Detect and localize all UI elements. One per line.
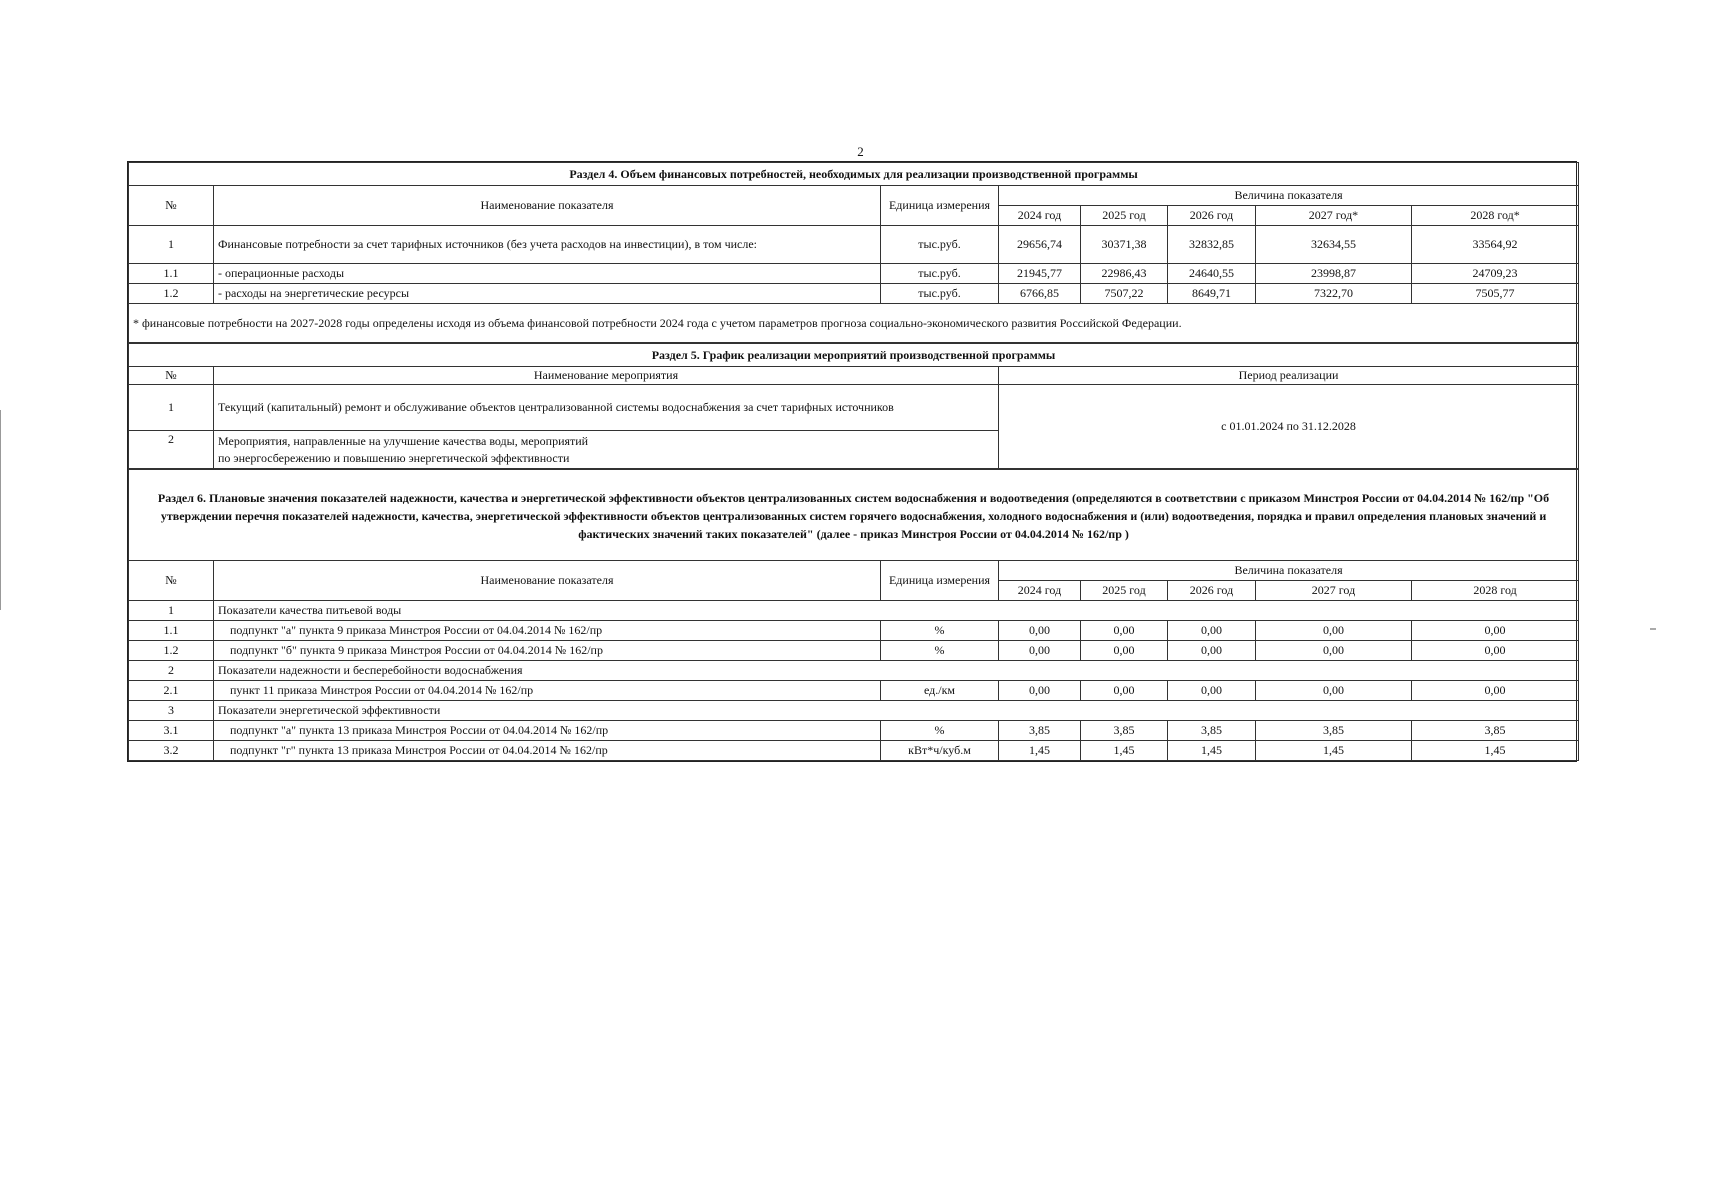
row-value: 30371,38 [1081,226,1168,264]
row-no: 1.2 [129,284,214,304]
group-no: 1 [129,601,214,621]
row-value: 8649,71 [1168,284,1256,304]
row-no: 1.1 [129,621,214,641]
row-value: 7507,22 [1081,284,1168,304]
row-no: 3.2 [129,741,214,761]
s6-year-2028: 2028 год [1412,581,1579,601]
row-unit: тыс.руб. [881,226,999,264]
row-no: 1 [129,385,214,431]
row-value: 24709,23 [1412,264,1579,284]
s4-col-name: Наименование показателя [214,186,881,226]
row-unit: тыс.руб. [881,284,999,304]
row-value: 0,00 [1412,641,1579,661]
page-number: 2 [857,144,864,159]
row-no: 1.2 [129,641,214,661]
row-name: Текущий (капитальный) ремонт и обслуживание объектов централизованной системы водоснабжения за счет тарифных источников [214,385,999,431]
s4-year-2026: 2026 год [1168,206,1256,226]
table-row [129,226,1579,264]
section4-title: Раздел 4. Объем финансовых потребностей, необходимых для реализации производственной программы [129,163,1579,186]
group-row [129,601,1579,621]
row-no: 2 [129,431,214,469]
row-value: 1,45 [1081,741,1168,761]
row-value: 3,85 [1412,721,1579,741]
group-name: Показатели надежности и бесперебойности водоснабжения [214,661,1579,681]
table-row [129,641,1579,661]
row-value: 0,00 [1256,681,1412,701]
row-value: 1,45 [1168,741,1256,761]
s6-year-2026: 2026 год [1168,581,1256,601]
group-no: 3 [129,701,214,721]
row-value: 0,00 [1081,621,1168,641]
row-value: 24640,55 [1168,264,1256,284]
row-value: 0,00 [999,641,1081,661]
row-name: Финансовые потребности за счет тарифных источников (без учета расходов на инвестиции), в том числе: [214,226,881,264]
row-value: 7322,70 [1256,284,1412,304]
row-name: подпункт "г" пункта 13 приказа Минстроя России от 04.04.2014 № 162/пр [214,741,881,761]
row-value: 0,00 [999,621,1081,641]
s6-year-2024: 2024 год [999,581,1081,601]
row-name: подпункт "а" пункта 9 приказа Минстроя России от 04.04.2014 № 162/пр [214,621,881,641]
section6-table [128,469,1579,761]
period-cell: с 01.01.2024 по 31.12.2028 [999,385,1579,469]
row-value: 0,00 [1081,641,1168,661]
s5-col-no: № [129,367,214,385]
row-value: 0,00 [1168,621,1256,641]
row-value: 3,85 [1256,721,1412,741]
row-value: 0,00 [999,681,1081,701]
row-unit: % [881,641,999,661]
s6-col-value: Величина показателя [999,561,1579,581]
row-no: 3.1 [129,721,214,741]
section4-footnote: * финансовые потребности на 2027-2028 годы определены исходя из объема финансовой потребности 2024 года с учетом параметров прогноза социально-экономического развития Российской Федерации. [129,304,1579,343]
s5-col-name: Наименование мероприятия [214,367,999,385]
row-unit: тыс.руб. [881,264,999,284]
row-name: - расходы на энергетические ресурсы [214,284,881,304]
section5-table [128,343,1579,469]
s4-year-2028: 2028 год* [1412,206,1579,226]
s4-year-2025: 2025 год [1081,206,1168,226]
row-value: 0,00 [1168,681,1256,701]
section5-title: Раздел 5. График реализации мероприятий производственной программы [129,344,1579,367]
group-no: 2 [129,661,214,681]
s4-col-no: № [129,186,214,226]
s4-year-2027: 2027 год* [1256,206,1412,226]
row-value: 22986,43 [1081,264,1168,284]
row-value: 6766,85 [999,284,1081,304]
row-name [214,431,999,469]
row-value: 0,00 [1168,641,1256,661]
row-value: 1,45 [999,741,1081,761]
s6-year-2025: 2025 год [1081,581,1168,601]
scan-edge-mark [0,410,3,610]
table-row [129,284,1579,304]
s6-col-no: № [129,561,214,601]
row-name-line2: по энергосбережению и повышению энергетической эффективности [218,450,570,465]
row-value: 0,00 [1256,621,1412,641]
row-unit: кВт*ч/куб.м [881,741,999,761]
row-name: - операционные расходы [214,264,881,284]
row-name-line1: Мероприятия, направленные на улучшение качества воды, мероприятий [218,433,589,448]
table-row [129,681,1579,701]
group-row [129,661,1579,681]
table-row [129,721,1579,741]
row-value: 0,00 [1256,641,1412,661]
table-row [129,621,1579,641]
table-row [129,741,1579,761]
row-value: 21945,77 [999,264,1081,284]
section6-title: Раздел 6. Плановые значения показателей надежности, качества и энергетической эффективности объектов централизованных систем водоснабжения и водоотведения (определяются в соответствии с приказом Минстроя России от 04.04.2014 № 162/пр "Об утверждении перечня показателей надежности, качества, энергетической эффективности объектов централизованных систем горячего водоснабжения, холодного водоснабжения и (или) водоотведения, порядка и правил определения плановых значений и фактических значений таких показателей" (далее - приказ Минстроя России от 04.04.2014 № 162/пр ) [129,470,1579,561]
row-unit: % [881,621,999,641]
document-frame [127,161,1577,762]
row-value: 0,00 [1081,681,1168,701]
s6-col-unit: Единица измерения [881,561,999,601]
table-row [129,385,1579,431]
row-no: 1.1 [129,264,214,284]
row-value: 23998,87 [1256,264,1412,284]
row-no: 1 [129,226,214,264]
table-row [129,264,1579,284]
row-value: 3,85 [1168,721,1256,741]
row-value: 1,45 [1412,741,1579,761]
row-name: подпункт "а" пункта 13 приказа Минстроя России от 04.04.2014 № 162/пр [214,721,881,741]
s6-col-name: Наименование показателя [214,561,881,601]
row-value: 32634,55 [1256,226,1412,264]
row-value: 7505,77 [1412,284,1579,304]
row-value: 0,00 [1412,621,1579,641]
row-value: 3,85 [999,721,1081,741]
row-value: 32832,85 [1168,226,1256,264]
group-name: Показатели качества питьевой воды [214,601,1579,621]
scan-speck [1650,628,1656,630]
s4-col-unit: Единица измерения [881,186,999,226]
s4-year-2024: 2024 год [999,206,1081,226]
row-value: 29656,74 [999,226,1081,264]
group-row [129,701,1579,721]
s4-col-value: Величина показателя [999,186,1579,206]
row-value: 0,00 [1412,681,1579,701]
section4-table [128,162,1579,343]
s6-year-2027: 2027 год [1256,581,1412,601]
row-name: подпункт "б" пункта 9 приказа Минстроя России от 04.04.2014 № 162/пр [214,641,881,661]
row-unit: ед./км [881,681,999,701]
row-value: 33564,92 [1412,226,1579,264]
row-value: 3,85 [1081,721,1168,741]
row-no: 2.1 [129,681,214,701]
group-name: Показатели энергетической эффективности [214,701,1579,721]
s5-col-period: Период реализации [999,367,1579,385]
row-name: пункт 11 приказа Минстроя России от 04.04.2014 № 162/пр [214,681,881,701]
row-unit: % [881,721,999,741]
row-value: 1,45 [1256,741,1412,761]
